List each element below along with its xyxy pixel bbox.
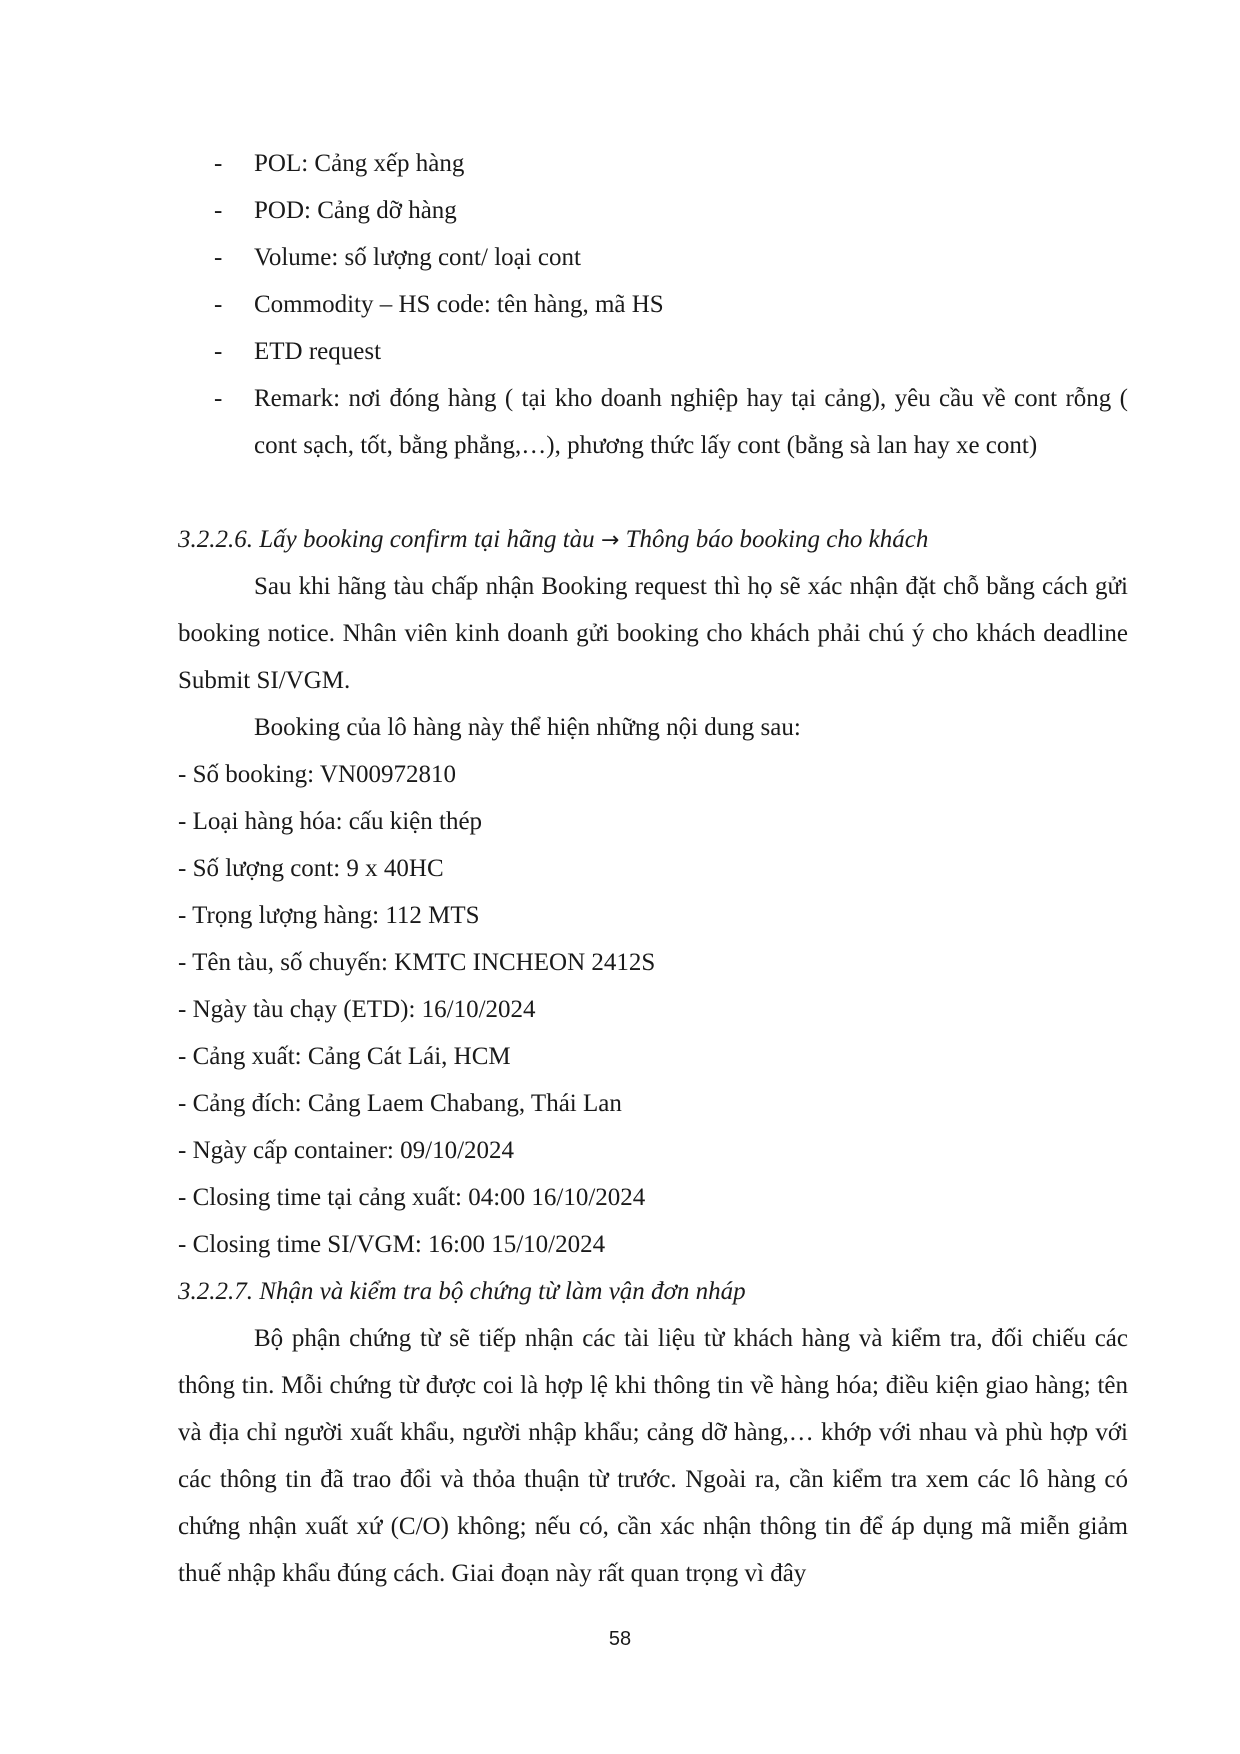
bullet-list <box>178 140 1128 516</box>
paragraph: Booking của lô hàng này thể hiện những nội dung sau: <box>254 714 801 741</box>
list-item: - Cảng xuất: Cảng Cát Lái, HCM <box>178 1043 511 1070</box>
list-item: - Loại hàng hóa: cấu kiện thép <box>178 808 483 835</box>
bullet-dash: - <box>214 197 223 224</box>
booking-details-list <box>178 751 1128 1268</box>
document-page <box>178 140 1128 1597</box>
list-item <box>178 140 1128 187</box>
arrow-right-icon: → <box>600 528 620 553</box>
bullet-dash: - <box>214 338 223 365</box>
bullet-dash: - <box>214 244 223 271</box>
list-item: - Closing time SI/VGM: 16:00 15/10/2024 <box>178 1231 606 1258</box>
list-item: - Ngày cấp container: 09/10/2024 <box>178 1137 515 1164</box>
list-item <box>178 375 1128 516</box>
list-item: - Cảng đích: Cảng Laem Chabang, Thái Lan <box>178 1090 622 1117</box>
section-heading-3226 <box>178 516 1128 563</box>
page-number: 58 <box>608 1628 632 1650</box>
list-item: - Ngày tàu chạy (ETD): 16/10/2024 <box>178 996 536 1023</box>
list-item: - Số lượng cont: 9 x 40HC <box>178 855 444 882</box>
bullet-dash: - <box>214 291 223 318</box>
list-item: - Số booking: VN00972810 <box>178 761 457 788</box>
bullet-dash: - <box>214 150 223 177</box>
list-item: - Trọng lượng hàng: 112 MTS <box>178 902 480 929</box>
list-item <box>178 234 1128 281</box>
list-item: - Tên tàu, số chuyến: KMTC INCHEON 2412S <box>178 949 656 976</box>
paragraph: Sau khi hãng tàu chấp nhận Booking request thì họ sẽ xác nhận đặt chỗ bằng cách gửi booking notice. Nhân viên kinh doanh gửi booking cho khách phải chú ý cho khách deadline Submit SI/VGM. <box>178 573 1128 694</box>
list-item <box>178 187 1128 234</box>
bullet-text: Remark: nơi đóng hàng ( tại kho doanh nghiệp hay tại cảng), yêu cầu về cont rỗng ( cont sạch, tốt, bằng phẳng,…), phương thức lấy cont (bằng sà lan hay xe cont) <box>254 385 1128 459</box>
heading-text: Thông báo booking cho khách <box>625 526 929 553</box>
list-item: - Closing time tại cảng xuất: 04:00 16/10/2024 <box>178 1184 646 1211</box>
bullet-text: POL: Cảng xếp hàng <box>254 150 465 177</box>
list-item <box>178 281 1128 328</box>
heading-text: 3.2.2.6. Lấy booking confirm tại hãng tàu <box>178 526 595 553</box>
bullet-dash: - <box>214 385 223 412</box>
bullet-text: POD: Cảng dỡ hàng <box>254 197 457 224</box>
list-item <box>178 328 1128 375</box>
section-heading-3227: 3.2.2.7. Nhận và kiểm tra bộ chứng từ làm vận đơn nháp <box>178 1278 746 1305</box>
paragraph: Bộ phận chứng từ sẽ tiếp nhận các tài liệu từ khách hàng và kiểm tra, đối chiếu các thông tin. Mỗi chứng từ được coi là hợp lệ khi thông tin về hàng hóa; điều kiện giao hàng; tên và địa chỉ người xuất khẩu, người nhập khẩu; cảng dỡ hàng,… khớp với nhau và phù hợp với các thông tin đã trao đổi và thỏa thuận từ trước. Ngoài ra, cần kiểm tra xem các lô hàng có chứng nhận xuất xứ (C/O) không; nếu có, cần xác nhận thông tin để áp dụng mã miễn giảm thuế nhập khẩu đúng cách. Giai đoạn này rất quan trọng vì đây <box>178 1325 1128 1587</box>
bullet-text: Volume: số lượng cont/ loại cont <box>254 244 581 271</box>
bullet-text: Commodity – HS code: tên hàng, mã HS <box>254 291 664 318</box>
bullet-text: ETD request <box>254 338 382 365</box>
